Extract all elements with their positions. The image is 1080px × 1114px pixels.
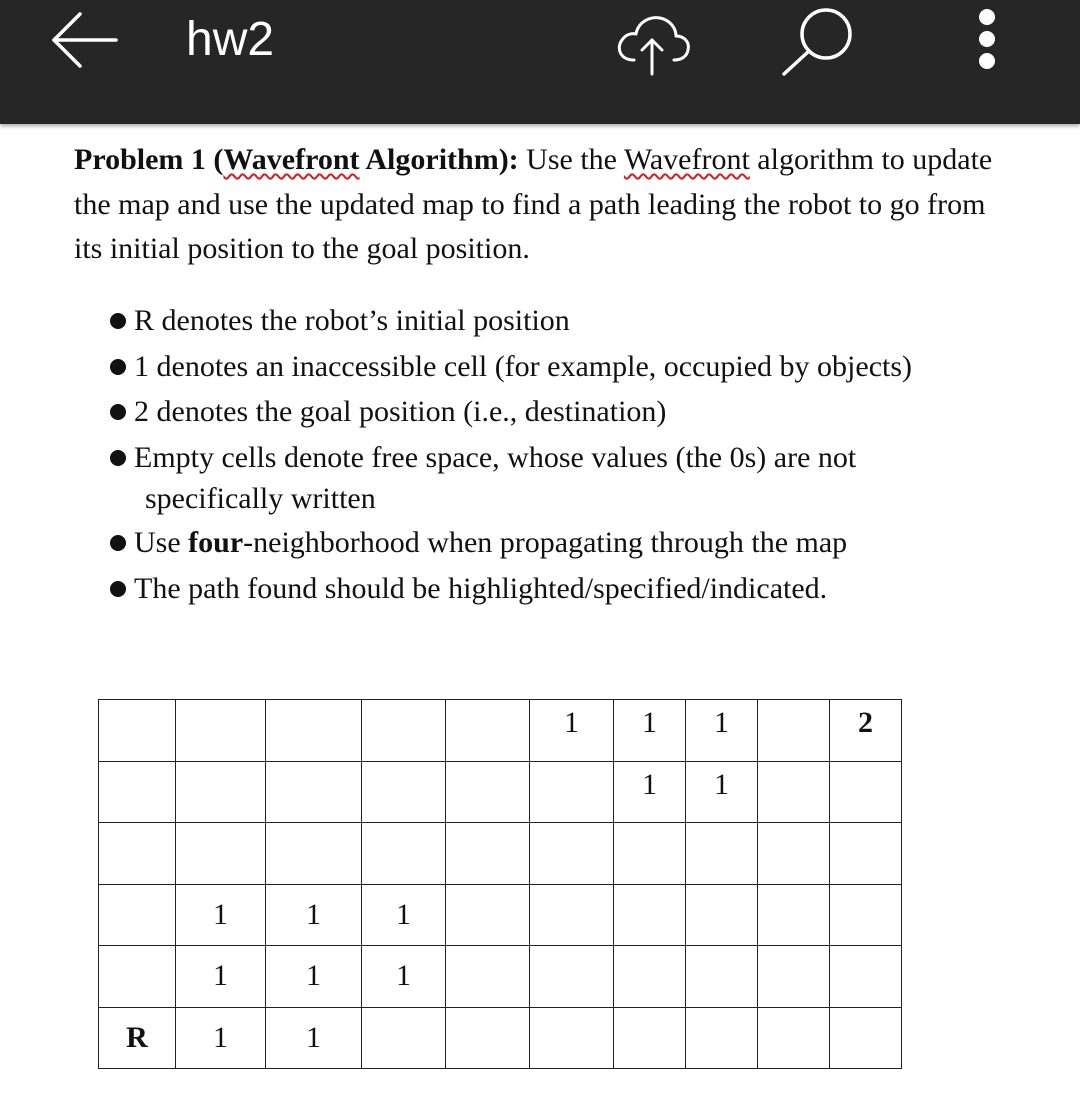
map-cell	[362, 823, 446, 885]
spellcheck-word: Wavefront	[223, 143, 360, 176]
list-item-text-continuation: specifically written	[145, 481, 376, 515]
list-item-emphasis: four	[188, 526, 244, 559]
map-cell	[99, 761, 176, 823]
map-cell	[99, 946, 176, 1008]
map-cell	[266, 700, 362, 762]
map-row	[99, 1007, 902, 1069]
wavefront-map	[98, 699, 902, 1069]
map-cell	[614, 823, 686, 885]
map-cell	[362, 761, 446, 823]
cloud-upload-icon[interactable]	[612, 12, 692, 78]
map-cell	[758, 946, 830, 1008]
map-cell: 1	[176, 946, 266, 1008]
list-item-text: 1 denotes an inaccessible cell (for example, occupied by objects)	[134, 349, 913, 383]
map-cell	[446, 761, 530, 823]
map-cell	[99, 700, 176, 762]
map-cell: 1	[176, 884, 266, 946]
map-cell	[758, 700, 830, 762]
map-cell	[830, 946, 902, 1008]
map-cell	[758, 884, 830, 946]
map-cell	[758, 761, 830, 823]
map-cell	[530, 884, 614, 946]
problem-label: Problem 1 (	[74, 143, 224, 176]
map-cell	[614, 946, 686, 1008]
list-item	[108, 568, 1008, 610]
map-cell	[446, 1007, 530, 1069]
document-title: hw2	[186, 13, 275, 66]
problem-statement	[74, 138, 1004, 272]
map-cell: 1	[614, 700, 686, 762]
map-cell	[830, 1007, 902, 1069]
list-item-text: Empty cells denote free space, whose values (the 0s) are not	[134, 440, 857, 474]
more-vertical-icon[interactable]	[970, 8, 1004, 74]
map-cell	[530, 946, 614, 1008]
map-cell: 1	[266, 946, 362, 1008]
map-cell	[530, 761, 614, 823]
map-cell	[99, 823, 176, 885]
problem-text: Use the	[518, 143, 624, 176]
map-cell	[362, 1007, 446, 1069]
map-cell	[830, 884, 902, 946]
map-row	[99, 761, 902, 823]
map-cell	[758, 823, 830, 885]
map-cell: R	[99, 1007, 176, 1069]
back-arrow-icon[interactable]	[48, 10, 120, 70]
list-item	[108, 522, 1008, 564]
map-cell	[530, 823, 614, 885]
map-cell	[686, 1007, 758, 1069]
map-cell: 1	[362, 946, 446, 1008]
list-item	[108, 391, 1008, 433]
map-cell	[446, 946, 530, 1008]
map-cell: 1	[614, 761, 686, 823]
list-item	[108, 300, 1008, 342]
bullet-icon	[110, 404, 126, 420]
map-cell: 1	[266, 884, 362, 946]
list-item-text: -neighborhood when propagating through the map	[243, 526, 848, 559]
list-item-text: R denotes the robot’s initial position	[134, 304, 570, 337]
list-item	[108, 437, 1008, 519]
problem-text: algorithm to update the map and use the updated map to find a path leading the robot to go from its initial position to the goal position.	[74, 143, 993, 265]
map-cell	[686, 884, 758, 946]
map-cell	[446, 884, 530, 946]
map-cell: 1	[530, 700, 614, 762]
map-cell	[686, 946, 758, 1008]
map-cell: 2	[830, 700, 902, 762]
map-cell	[446, 700, 530, 762]
map-row	[99, 823, 902, 885]
map-cell	[176, 823, 266, 885]
map-cell: 1	[266, 1007, 362, 1069]
map-row	[99, 884, 902, 946]
map-cell: 1	[362, 884, 446, 946]
problem-label-suffix: Algorithm):	[359, 143, 519, 176]
list-item-text: The path found should be highlighted/specified/indicated.	[134, 571, 828, 605]
spellcheck-word: Wavefront	[623, 143, 750, 176]
map-cell	[176, 700, 266, 762]
map-row	[99, 946, 902, 1008]
list-item-text: 2 denotes the goal position (i.e., destination)	[134, 395, 667, 428]
bullet-icon	[110, 581, 126, 597]
map-cell: 1	[686, 761, 758, 823]
map-cell: 1	[686, 700, 758, 762]
app-bar	[0, 0, 1080, 124]
bullet-icon	[110, 535, 126, 551]
search-icon[interactable]	[778, 4, 858, 80]
map-cell	[830, 823, 902, 885]
list-item	[108, 346, 1008, 388]
map-cell	[758, 1007, 830, 1069]
map-cell	[176, 761, 266, 823]
bullet-icon	[110, 313, 126, 329]
map-row	[99, 700, 902, 762]
requirements-list	[108, 300, 1008, 613]
map-cell	[686, 823, 758, 885]
map-cell	[266, 823, 362, 885]
list-item-text: Use	[134, 526, 189, 559]
map-cell	[266, 761, 362, 823]
bullet-icon	[110, 450, 126, 466]
map-cell	[362, 700, 446, 762]
bullet-icon	[110, 359, 126, 375]
map-cell: 1	[176, 1007, 266, 1069]
map-cell	[830, 761, 902, 823]
map-cell	[446, 823, 530, 885]
map-cell	[614, 884, 686, 946]
map-cell	[99, 884, 176, 946]
map-cell	[530, 1007, 614, 1069]
map-cell	[614, 1007, 686, 1069]
